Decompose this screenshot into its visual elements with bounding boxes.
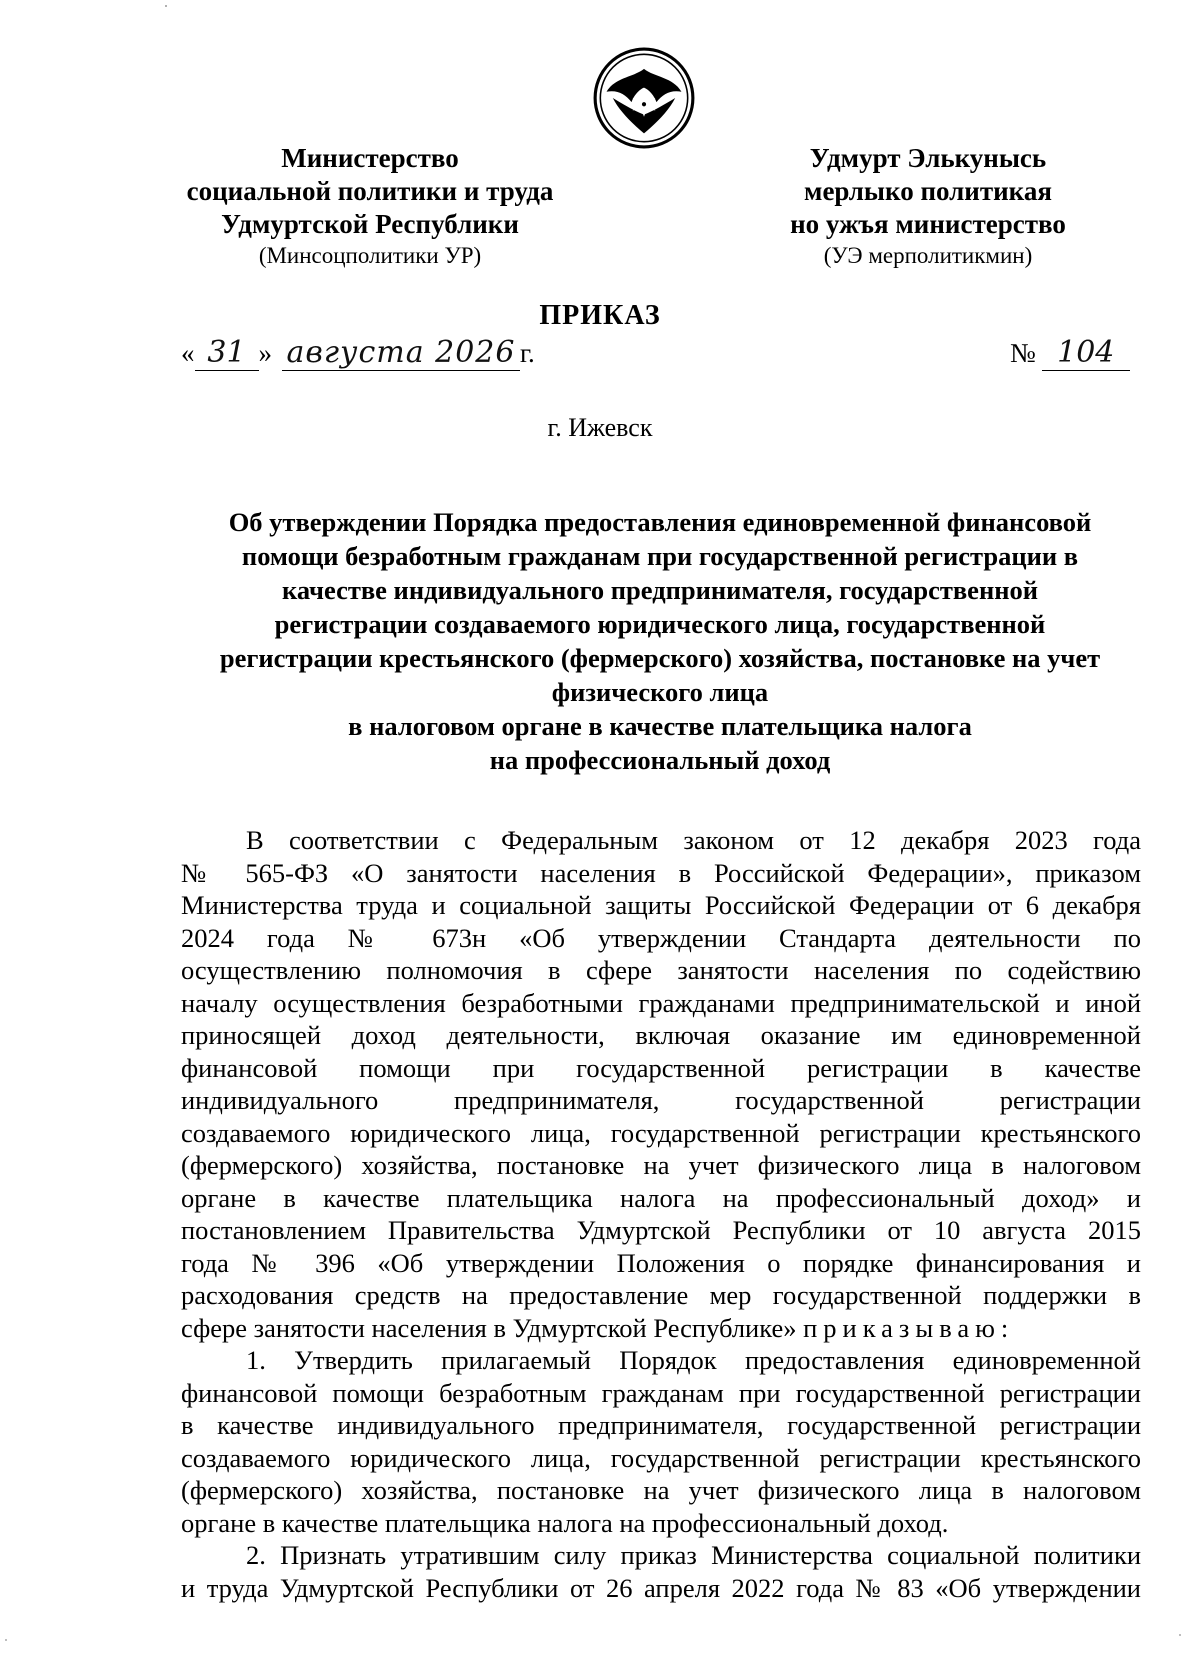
body-line-with-order-word xyxy=(181,1312,1141,1345)
body-line: финансовой помощи безработным гражданам при государственной регистрации xyxy=(181,1377,1141,1408)
order-number xyxy=(1010,336,1130,371)
heading-line: физического лица xyxy=(551,677,769,707)
body-line: постановлением Правительства Удмуртской Республики от 10 августа 2015 xyxy=(181,1215,1141,1245)
body-line: 2024 года № 673н «Об утверждении Стандарта деятельности по xyxy=(181,922,1141,953)
ministry-name-udmurt xyxy=(698,142,1158,271)
ministry-line-2: социальной политики и труда xyxy=(186,176,554,206)
body-line: В соответствии с Федеральным законом от 12 декабря 2023 года xyxy=(246,825,1141,855)
body-line: началу осуществления безработными гражданами предпринимательской и иной xyxy=(181,987,1141,1018)
heading-line: регистрации создаваемого юридического лица, государственной xyxy=(274,609,1046,639)
heading-line: на профессиональный доход xyxy=(489,745,831,775)
body-line: года № 396 «Об утверждении Положения о порядке финансирования и xyxy=(181,1247,1141,1278)
body-line: № 565-ФЗ «О занятости населения в Российской Федерации», приказом xyxy=(181,857,1141,888)
order-body xyxy=(181,824,1141,1604)
heading-line: помощи безработным гражданам при государственной регистрации в xyxy=(241,541,1079,571)
date-suffix: г. xyxy=(520,338,535,368)
date-close-quote: » xyxy=(258,338,272,368)
ministry-udmurt-line-3: но ужъя министерство xyxy=(790,209,1066,239)
body-line: создаваемого юридического лица, государственной регистрации крестьянского xyxy=(181,1117,1141,1148)
ministry-udmurt-line-1: Удмурт Элькунысь xyxy=(809,143,1047,173)
body-line: расходования средств на предоставление мер государственной поддержки в xyxy=(181,1280,1141,1310)
udmurtia-emblem-icon xyxy=(592,46,696,150)
ministry-abbreviation: (Минсоцполитики УР) xyxy=(258,243,482,268)
body-line: осуществлению полномочия в сфере занятости населения по содействию xyxy=(181,955,1141,985)
ministry-line-3: Удмуртской Республики xyxy=(221,209,519,239)
body-line: приносящей доход деятельности, включая оказание им единовременной xyxy=(181,1020,1141,1050)
body-line: индивидуального предпринимателя, государственной регистрации xyxy=(181,1085,1141,1115)
heading-line: регистрации крестьянского (фермерского) хозяйства, постановке на учет xyxy=(219,643,1101,673)
number-prefix: № xyxy=(1010,338,1036,368)
ministry-udmurt-line-2: мерлыко политикая xyxy=(804,176,1052,206)
body-line: создаваемого юридического лица, государственной регистрации крестьянского xyxy=(181,1442,1141,1473)
date-open-quote: « xyxy=(181,338,195,368)
ministry-line-1: Министерство xyxy=(281,143,459,173)
date-month-year-handwritten: августа 2026 xyxy=(282,336,520,371)
order-heading xyxy=(180,505,1140,777)
heading-line: Об утверждении Порядка предоставления единовременной финансовой xyxy=(228,507,1092,537)
heading-line: в налоговом органе в качестве плательщика налога xyxy=(348,711,972,741)
city-name: г. Ижевск xyxy=(547,413,653,442)
order-date xyxy=(181,336,535,386)
ministry-name-russian xyxy=(140,142,600,271)
number-value-handwritten: 104 xyxy=(1042,336,1130,371)
body-line: финансовой помощи при государственной регистрации в качестве xyxy=(181,1052,1141,1083)
body-line: 2. Признать утратившим силу приказ Министерства социальной политики xyxy=(246,1540,1141,1570)
date-day-handwritten: 31 xyxy=(195,336,259,371)
order-word: приказываю: xyxy=(803,1312,1015,1343)
body-line: в качестве индивидуального предпринимателя, государственной регистрации xyxy=(181,1410,1141,1440)
document-type-title: ПРИКАЗ xyxy=(539,300,661,331)
body-line: Министерства труда и социальной защиты Российской Федерации от 6 декабря xyxy=(181,890,1141,920)
body-line: и труда Удмуртской Республики от 26 апреля 2022 года № 83 «Об утверждении xyxy=(181,1572,1141,1603)
body-line: (фермерского) хозяйства, постановке на учет физического лица в налоговом xyxy=(181,1150,1141,1180)
body-line: 1. Утвердить прилагаемый Порядок предоставления единовременной xyxy=(246,1345,1141,1375)
heading-line: качестве индивидуального предпринимателя, государственной xyxy=(281,575,1038,605)
body-line: сфере занятости населения в Удмуртской Республике» xyxy=(181,1312,797,1343)
body-line: органе в качестве плательщика налога на профессиональный доход» и xyxy=(181,1182,1141,1213)
ministry-udmurt-abbreviation: (УЭ мерполитикмин) xyxy=(823,243,1033,268)
body-line: (фермерского) хозяйства, постановке на учет физического лица в налоговом xyxy=(181,1475,1141,1505)
body-line: органе в качестве плательщика налога на профессиональный доход. xyxy=(181,1507,949,1538)
